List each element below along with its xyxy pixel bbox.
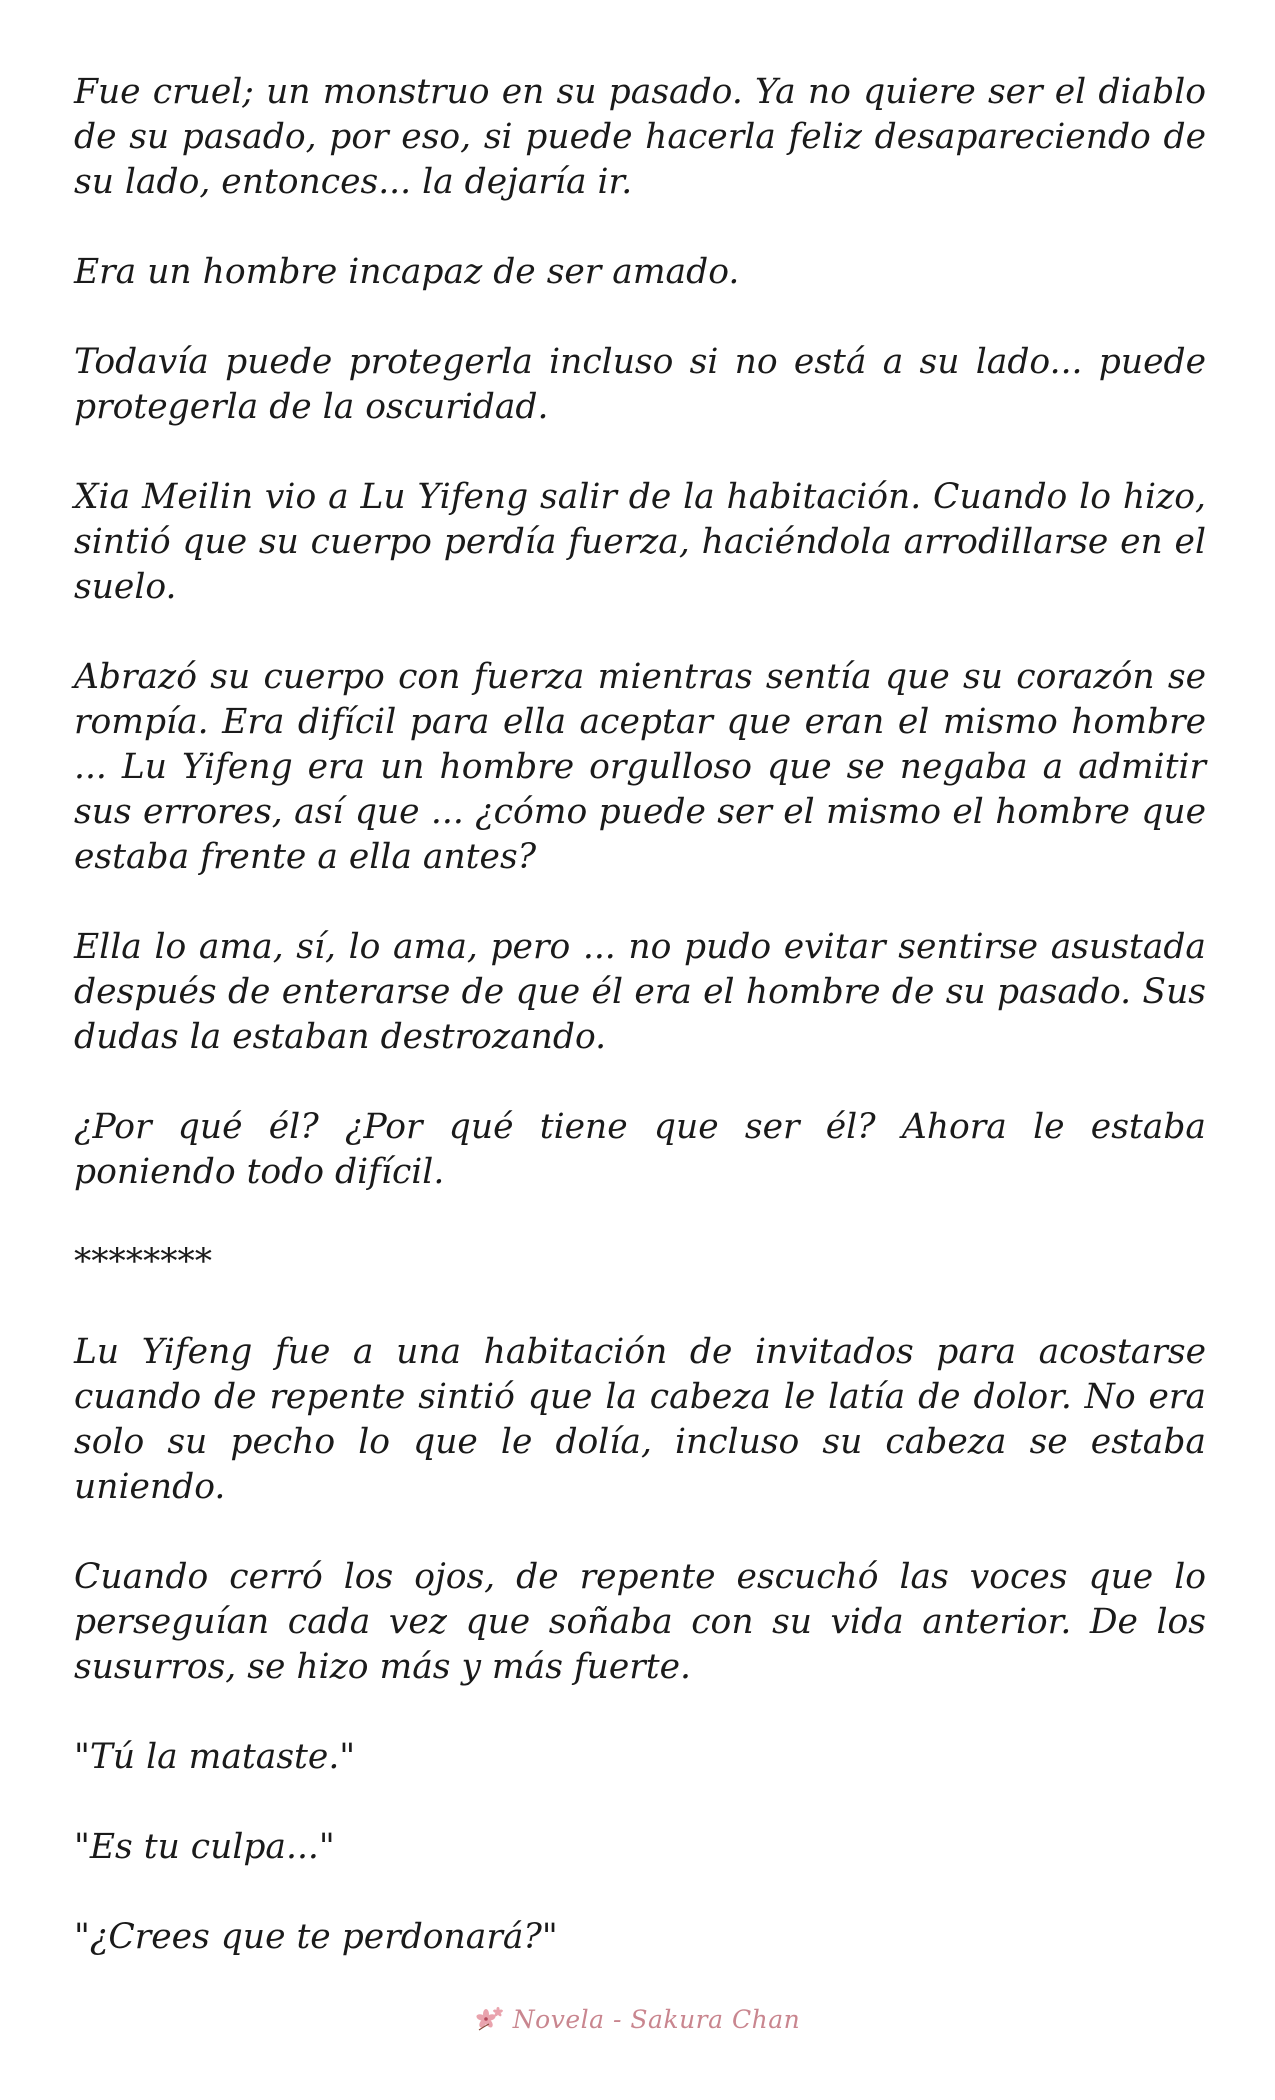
paragraph: Abrazó su cuerpo con fuerza mientras sentía que su corazón se rompía. Era difícil para ella aceptar que eran el mismo hombre ... Lu Yifeng era un hombre orgulloso que se negaba a admitir sus errores, así que ... ¿cómo puede ser el mismo el hombre que estaba frente a ella antes? [74,657,1206,877]
dialogue-line: "¿Crees que te perdonará?" [74,1917,558,1957]
watermark [0,1999,1275,2039]
scene-separator: ******** [74,1242,212,1282]
sakura-flower-icon [475,2004,505,2034]
paragraph: Todavía puede protegerla incluso si no está a su lado... puede protegerla de la oscuridad. [74,342,1206,427]
paragraph: ¿Por qué él? ¿Por qué tiene que ser él? Ahora le estaba poniendo todo difícil. [74,1107,1206,1192]
paragraph: Cuando cerró los ojos, de repente escuchó las voces que lo perseguían cada vez que soñaba con su vida anterior. De los susurros, se hizo más y más fuerte. [74,1557,1206,1687]
watermark-text: Novela - Sakura Chan [512,2004,801,2034]
chapter-text [74,70,1206,2005]
paragraph: Lu Yifeng fue a una habitación de invitados para acostarse cuando de repente sintió que la cabeza le latía de dolor. No era solo su pecho lo que le dolía, incluso su cabeza se estaba uniendo. [74,1332,1206,1507]
paragraph: Fue cruel; un monstruo en su pasado. Ya no quiere ser el diablo de su pasado, por eso, si puede hacerla feliz desapareciendo de su lado, entonces... la dejaría ir. [74,72,1206,202]
paragraph: Xia Meilin vio a Lu Yifeng salir de la habitación. Cuando lo hizo, sintió que su cuerpo perdía fuerza, haciéndola arrodillarse en el suelo. [74,477,1206,607]
dialogue-line: "Es tu culpa..." [74,1827,335,1867]
paragraph: Era un hombre incapaz de ser amado. [74,252,740,292]
dialogue-line: "Tú la mataste." [74,1737,356,1777]
paragraph: Ella lo ama, sí, lo ama, pero ... no pudo evitar sentirse asustada después de enterarse de que él era el hombre de su pasado. Sus dudas la estaban destrozando. [74,927,1206,1057]
